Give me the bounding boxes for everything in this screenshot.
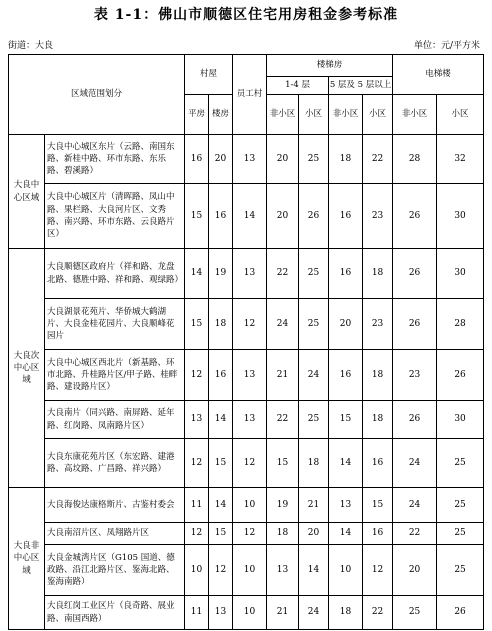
area-cell: 大良红岗工业区片（良奇路、展业路、南国西路） [45,596,185,630]
header-building: 楼房 [209,95,233,135]
rent-table [8,54,484,630]
value-cell: 18 [363,249,393,299]
table-row [9,249,484,299]
value-cell: 11 [185,596,209,630]
value-cell: 16 [363,523,393,545]
header-non-community: 非小区 [329,95,363,135]
value-cell: 26 [393,401,437,439]
page-title: 表 1-1：佛山市顺德区住宅用房租金参考标准 [93,7,399,23]
value-cell: 23 [363,299,393,350]
value-cell: 12 [233,523,267,545]
value-cell: 25 [299,299,329,350]
value-cell: 21 [267,350,299,401]
value-cell: 18 [267,523,299,545]
unit-label: 单位：元/平方米 [413,41,480,51]
value-cell: 18 [363,401,393,439]
area-cell: 大良海俊达康格斯片、古鉴村委会 [45,488,185,523]
table-row [9,350,484,401]
value-cell: 25 [299,249,329,299]
value-cell: 13 [267,545,299,596]
value-cell: 21 [299,488,329,523]
header-elevator: 电梯楼 [393,55,484,95]
value-cell: 12 [185,439,209,488]
value-cell: 22 [267,401,299,439]
header-stair: 楼梯房 [267,55,393,77]
area-cell: 大良东康花苑片区（东宏路、建港路、高坟路、广昌路、祥兴路） [45,439,185,488]
value-cell: 15 [209,439,233,488]
value-cell: 13 [233,249,267,299]
header-community: 小区 [437,95,484,135]
table-row [9,596,484,630]
value-cell: 18 [209,299,233,350]
value-cell: 15 [267,439,299,488]
header-community: 小区 [299,95,329,135]
value-cell: 24 [267,299,299,350]
value-cell: 14 [299,545,329,596]
table-row [9,523,484,545]
zone-label: 大良中心区域 [9,135,45,249]
area-cell: 大良南片（同兴路、南屏路、延年路、红岗路、凤南路片区） [45,401,185,439]
value-cell: 14 [233,184,267,249]
header-village: 村屋 [185,55,233,95]
value-cell: 13 [209,596,233,630]
value-cell: 13 [233,350,267,401]
value-cell: 15 [209,523,233,545]
value-cell: 26 [393,249,437,299]
header-non-community: 非小区 [393,95,437,135]
header-staff-village: 员工村 [233,55,267,135]
header-flat: 平房 [185,95,209,135]
value-cell: 22 [363,596,393,630]
value-cell: 26 [437,350,484,401]
value-cell: 11 [185,488,209,523]
value-cell: 26 [393,299,437,350]
value-cell: 20 [267,184,299,249]
value-cell: 26 [437,596,484,630]
value-cell: 12 [233,439,267,488]
value-cell: 26 [393,184,437,249]
table-row [9,545,484,596]
value-cell: 25 [437,523,484,545]
table-row [9,184,484,249]
value-cell: 25 [299,135,329,184]
value-cell: 24 [299,596,329,630]
table-row [9,299,484,350]
value-cell: 10 [329,545,363,596]
value-cell: 13 [185,401,209,439]
value-cell: 20 [299,523,329,545]
zone-label: 大良非中心区域 [9,488,45,630]
value-cell: 10 [233,488,267,523]
table-row [9,135,484,184]
value-cell: 23 [393,350,437,401]
value-cell: 18 [329,596,363,630]
value-cell: 21 [267,596,299,630]
value-cell: 15 [185,184,209,249]
value-cell: 19 [267,488,299,523]
value-cell: 12 [363,545,393,596]
value-cell: 10 [185,545,209,596]
value-cell: 16 [329,249,363,299]
value-cell: 20 [209,135,233,184]
value-cell: 12 [185,350,209,401]
table-row [9,439,484,488]
value-cell: 26 [299,184,329,249]
value-cell: 10 [233,545,267,596]
value-cell: 18 [299,439,329,488]
value-cell: 12 [209,545,233,596]
zone-label: 大良次中心区域 [9,249,45,488]
value-cell: 14 [329,523,363,545]
value-cell: 25 [437,545,484,596]
value-cell: 24 [299,350,329,401]
value-cell: 12 [233,299,267,350]
value-cell: 14 [185,249,209,299]
value-cell: 14 [329,439,363,488]
header-non-community: 非小区 [267,95,299,135]
value-cell: 14 [209,401,233,439]
value-cell: 10 [233,596,267,630]
value-cell: 15 [363,488,393,523]
value-cell: 25 [393,596,437,630]
value-cell: 12 [185,523,209,545]
value-cell: 16 [209,350,233,401]
value-cell: 22 [363,135,393,184]
value-cell: 16 [185,135,209,184]
value-cell: 18 [329,135,363,184]
value-cell: 30 [437,184,484,249]
value-cell: 24 [393,439,437,488]
value-cell: 15 [185,299,209,350]
value-cell: 22 [267,249,299,299]
header-floors-1-4: 1-4 层 [267,77,329,95]
value-cell: 28 [393,135,437,184]
value-cell: 16 [209,184,233,249]
value-cell: 16 [363,439,393,488]
header-floors-5-up: 5 层及 5 层以上 [329,77,393,95]
value-cell: 22 [393,523,437,545]
value-cell: 25 [437,488,484,523]
value-cell: 13 [233,401,267,439]
value-cell: 23 [363,184,393,249]
value-cell: 20 [267,135,299,184]
value-cell: 32 [437,135,484,184]
value-cell: 25 [299,401,329,439]
value-cell: 16 [329,350,363,401]
table-row [9,488,484,523]
value-cell: 14 [209,488,233,523]
area-cell: 大良中心城区西北片（新基路、环市北路、升桂路片区/甲子路、桂畔路、建设路片区） [45,350,185,401]
value-cell: 20 [329,299,363,350]
header-area: 区域范围划分 [9,55,185,135]
value-cell: 20 [393,545,437,596]
value-cell: 15 [329,401,363,439]
value-cell: 16 [329,184,363,249]
value-cell: 18 [363,350,393,401]
area-cell: 大良中心城区片（清晖路、凤山中路、果栏路、大良河片区、文秀路、南兴路、环市东路、云良路片区） [45,184,185,249]
area-cell: 大良湖景花苑片、华侨城大鹤湖片、大良金桂花园片、大良顺峰花园片 [45,299,185,350]
value-cell: 19 [209,249,233,299]
value-cell: 30 [437,401,484,439]
value-cell: 28 [437,299,484,350]
table-row [9,401,484,439]
value-cell: 13 [233,135,267,184]
value-cell: 13 [329,488,363,523]
value-cell: 30 [437,249,484,299]
area-cell: 大良金城湾片区（G105 国道、德政路、沿江北路片区、鉴海北路、鉴海南路） [45,545,185,596]
area-cell: 大良顺德区政府片（祥和路、龙盘北路、德胜中路、祥和路、观绿路） [45,249,185,299]
value-cell: 24 [393,488,437,523]
area-cell: 大良中心城区东片（云路、南国东路、新桂中路、环市东路、东乐路、碧溪路） [45,135,185,184]
street-label: 街道：大良 [8,41,54,51]
area-cell: 大良南沼片区、凤翔路片区 [45,523,185,545]
header-community: 小区 [363,95,393,135]
value-cell: 25 [437,439,484,488]
